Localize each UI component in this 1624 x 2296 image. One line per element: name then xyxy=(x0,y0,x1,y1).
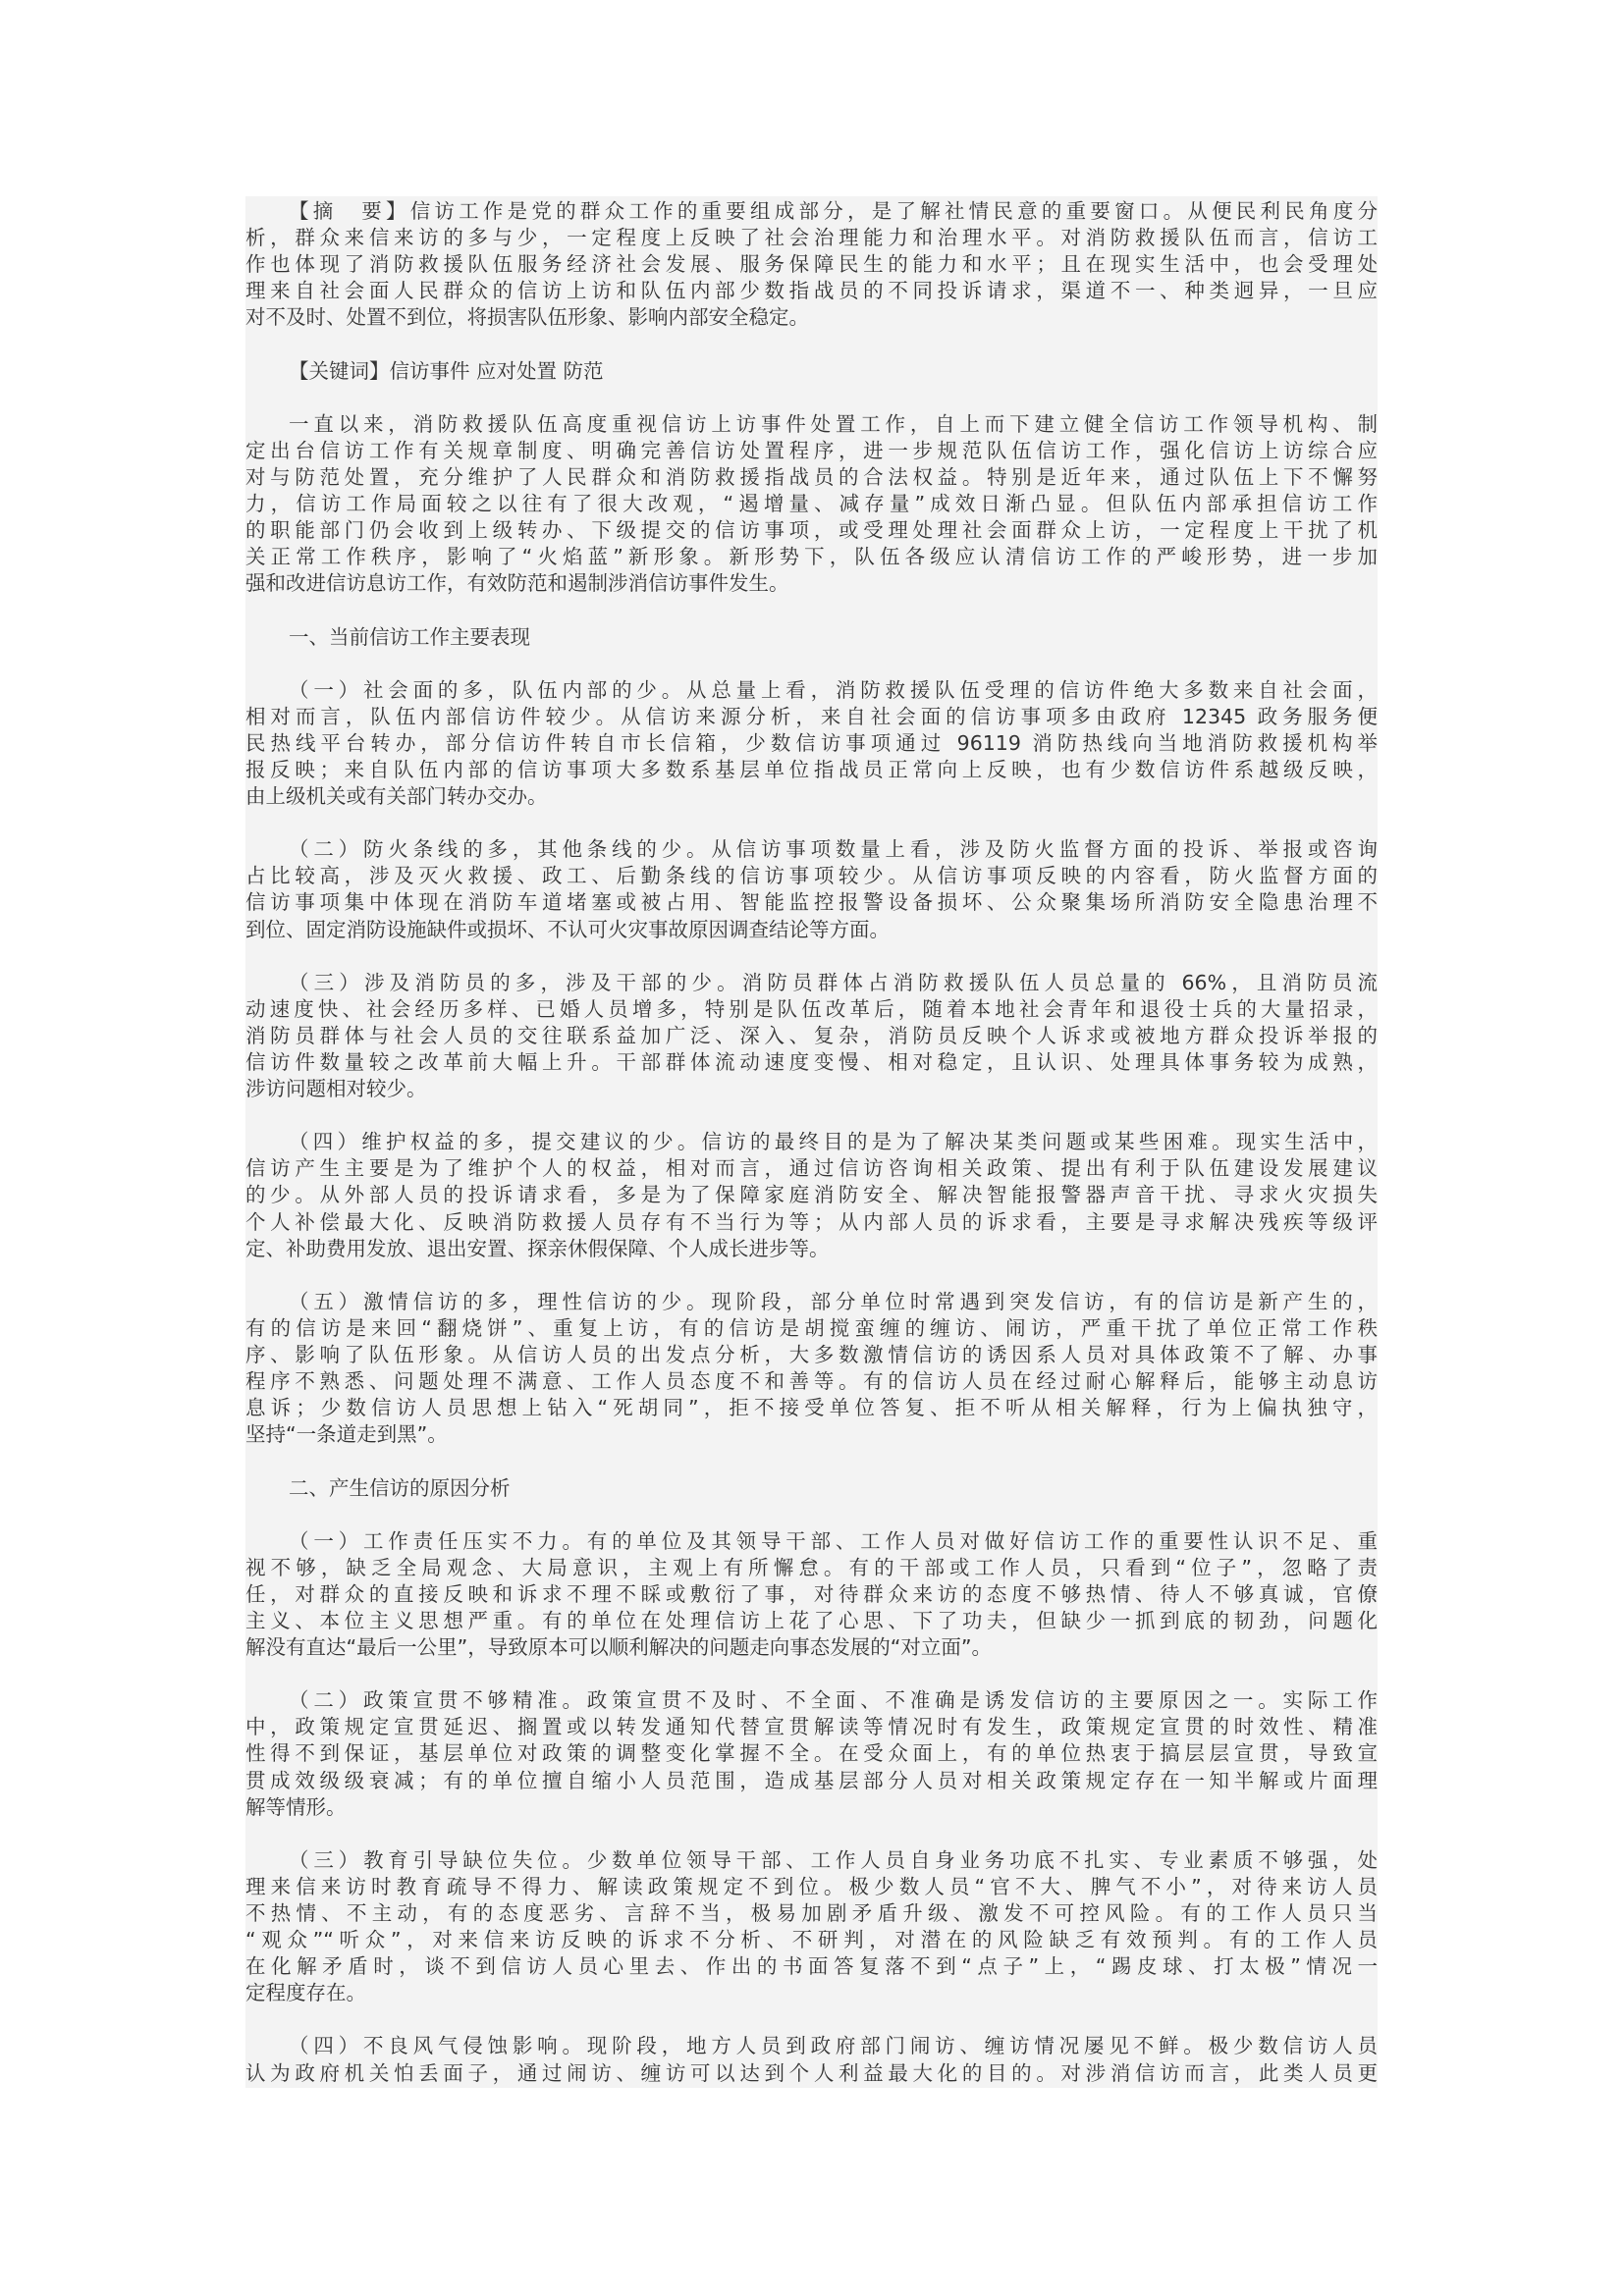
section2-item-3 xyxy=(245,1847,1378,2007)
section2-item-2-line: 中，政策规定宣贯延迟、搁置或以转发通知代替宣贯解读等情况时有发生，政策规定宣贯的时效性、精准 xyxy=(245,1715,1378,1739)
section2-item-4-line: 认为政府机关怕丢面子，通过闹访、缠访可以达到个人利益最大化的目的。对涉消信访而言，此类人员更 xyxy=(245,2060,1378,2085)
abstract-paragraph-line: 析，群众来信来访的多与少，一定程度上反映了社会治理能力和治理水平。对消防救援队伍而言，信访工 xyxy=(245,226,1378,250)
section1-item-4-line: 定、补助费用发放、退出安置、探亲休假保障、个人成长进步等。 xyxy=(245,1236,830,1260)
abstract-paragraph-line: 作也体现了消防救援队伍服务经济社会发展、服务保障民生的能力和水平；且在现实生活中，也会受理处 xyxy=(245,252,1378,277)
section1-item-5-line: （五）激情信访的多，理性信访的少。现阶段，部分单位时常遇到突发信访，有的信访是新产生的， xyxy=(289,1289,1378,1313)
section2-item-3-line: “观众”“听众”，对来信来访反映的诉求不分析、不研判，对潜在的风险缺乏有效预判。有的工作人员 xyxy=(245,1928,1378,1952)
section1-item-5-line: 序、影响了队伍形象。从信访人员的出发点分析，大多数激情信访的诱因系人员对具体政策不了解、办事 xyxy=(245,1343,1378,1367)
section2-item-3-line: 定程度存在。 xyxy=(245,1981,366,2005)
section2-item-2-line: 性得不到保证，基层单位对政策的调整变化掌握不全。在受众面上，有的单位热衷于搞层层宣贯，导致宣 xyxy=(245,1741,1378,1766)
section1-item-5-line: 程序不熟悉、问题处理不满意、工作人员态度不和善等。有的信访人员在经过耐心解释后，能够主动息访 xyxy=(245,1369,1378,1394)
section2-item-4 xyxy=(245,2033,1378,2086)
intro-paragraph-line: 一直以来，消防救援队伍高度重视信访上访事件处置工作，自上而下建立健全信访工作领导机构、制 xyxy=(289,411,1378,436)
section2-item-1-line: 视不够，缺乏全局观念、大局意识，主观上有所懈怠。有的干部或工作人员，只看到“位子”，忽略了责 xyxy=(245,1555,1378,1579)
section2-item-1-line: 任，对群众的直接反映和诉求不理不睬或敷衍了事，对待群众来访的态度不够热情、待人不够真诚，官僚 xyxy=(245,1581,1378,1606)
section-heading-1 xyxy=(245,624,1378,651)
abstract-paragraph xyxy=(245,198,1378,331)
section2-item-1 xyxy=(245,1528,1378,1661)
section-heading-text: 一、当前信访工作主要表现 xyxy=(289,624,530,649)
intro-paragraph-line: 力，信访工作局面较之以往有了很大改观，“遏增量、减存量”成效日渐凸显。但队伍内部承担信访工作 xyxy=(245,492,1378,516)
keywords-paragraph-line: 【关键词】信访事件 应对处置 防范 xyxy=(289,358,604,383)
section1-item-3-line: 信访件数量较之改革前大幅上升。干部群体流动速度变慢、相对稳定，且认识、处理具体事务较为成熟， xyxy=(245,1050,1378,1074)
section1-item-3-line: 动速度快、社会经历多样、已婚人员增多，特别是队伍改革后，随着本地社会青年和退役士兵的大量招录， xyxy=(245,996,1378,1021)
abstract-paragraph-line: 理来自社会面人民群众的信访上访和队伍内部少数指战员的不同投诉请求，渠道不一、种类迥异，一旦应 xyxy=(245,279,1378,303)
section1-item-1 xyxy=(245,677,1378,810)
abstract-paragraph-line: 【摘 要】信访工作是党的群众工作的重要组成部分，是了解社情民意的重要窗口。从便民利民角度分 xyxy=(289,199,1378,223)
section2-item-2-line: 贯成效级级衰减；有的单位擅自缩小人员范围，造成基层部分人员对相关政策规定存在一知半解或片面理 xyxy=(245,1768,1378,1792)
document-page xyxy=(245,196,1378,2088)
section2-item-2-line: （二）政策宣贯不够精准。政策宣贯不及时、不全面、不准确是诱发信访的主要原因之一。实际工作 xyxy=(289,1688,1378,1713)
intro-paragraph-line: 关正常工作秩序，影响了“火焰蓝”新形象。新形势下，队伍各级应认清信访工作的严峻形势，进一步加 xyxy=(245,545,1378,569)
section1-item-3-line: 涉访问题相对较少。 xyxy=(245,1077,427,1101)
section1-item-2 xyxy=(245,836,1378,942)
section1-item-4-line: 信访产生主要是为了维护个人的权益，相对而言，通过信访咨询相关政策、提出有利于队伍建设发展建议 xyxy=(245,1156,1378,1181)
document-body xyxy=(245,198,1378,2113)
section-heading-text: 二、产生信访的原因分析 xyxy=(289,1475,511,1500)
section2-item-1-line: （一）工作责任压实不力。有的单位及其领导干部、工作人员对做好信访工作的重要性认识不足、重 xyxy=(289,1528,1378,1553)
section2-item-2 xyxy=(245,1687,1378,1820)
section1-item-2-line: 信访事项集中体现在消防车道堵塞或被占用、智能监控报警设备损坏、公众聚集场所消防安全隐患治理不 xyxy=(245,890,1378,915)
section1-item-5 xyxy=(245,1289,1378,1449)
section1-item-3 xyxy=(245,970,1378,1102)
section1-item-3-line: （三）涉及消防员的多，涉及干部的少。消防员群体占消防救援队伍人员总量的 66%，且消防员流 xyxy=(289,970,1378,994)
section1-item-1-line: 相对而言，队伍内部信访件较少。从信访来源分析，来自社会面的信访事项多由政府 12345 政务服务便 xyxy=(245,704,1378,728)
abstract-paragraph-line: 对不及时、处置不到位，将损害队伍形象、影响内部安全稳定。 xyxy=(245,305,809,330)
section1-item-1-line: 民热线平台转办，部分信访件转自市长信箱，少数信访事项通过 96119 消防热线向当地消防救援机构举 xyxy=(245,730,1378,755)
section1-item-5-line: 坚持“一条道走到黑”。 xyxy=(245,1422,448,1447)
section2-item-2-line: 解等情形。 xyxy=(245,1794,347,1819)
section1-item-4 xyxy=(245,1129,1378,1261)
intro-paragraph xyxy=(245,411,1378,598)
section1-item-4-line: 的少。从外部人员的投诉请求看，多是为了保障家庭消防安全、解决智能报警器声音干扰、寻求火灾损失 xyxy=(245,1183,1378,1207)
section1-item-1-line: （一）社会面的多，队伍内部的少。从总量上看，消防救援队伍受理的信访件绝大多数来自社会面， xyxy=(289,677,1378,702)
section2-item-1-line: 解没有直达“最后一公里”，导致原本可以顺利解决的问题走向事态发展的“对立面”。 xyxy=(245,1635,992,1660)
intro-paragraph-line: 的职能部门仍会收到上级转办、下级提交的信访事项，或受理处理社会面群众上访，一定程度上干扰了机 xyxy=(245,518,1378,543)
intro-paragraph-line: 强和改进信访息访工作，有效防范和遏制涉消信访事件发生。 xyxy=(245,571,789,596)
keywords-paragraph xyxy=(245,358,1378,385)
section1-item-5-line: 有的信访是来回“翻烧饼”、重复上访，有的信访是胡搅蛮缠的缠访、闹访，严重干扰了单位正常工作秩 xyxy=(245,1315,1378,1340)
section1-item-4-line: 个人补偿最大化、反映消防救援人员存有不当行为等；从内部人员的诉求看，主要是寻求解决残疾等级评 xyxy=(245,1209,1378,1234)
section1-item-2-line: （二）防火条线的多，其他条线的少。从信访事项数量上看，涉及防火监督方面的投诉、举报或咨询 xyxy=(289,837,1378,862)
intro-paragraph-line: 定出台信访工作有关规章制度、明确完善信访处置程序，进一步规范队伍信访工作，强化信访上访综合应 xyxy=(245,438,1378,462)
section2-item-3-line: 理来信来访时教育疏导不得力、解读政策规定不到位。极少数人员“官不大、脾气不小”，对待来访人员 xyxy=(245,1874,1378,1898)
section1-item-2-line: 到位、固定消防设施缺件或损坏、不认可火灾事故原因调查结论等方面。 xyxy=(245,917,890,941)
section1-item-2-line: 占比较高，涉及灭火救援、政工、后勤条线的信访事项较少。从信访事项反映的内容看，防火监督方面的 xyxy=(245,864,1378,888)
intro-paragraph-line: 对与防范处置，充分维护了人民群众和消防救援指战员的合法权益。特别是近年来，通过队伍上下不懈努 xyxy=(245,464,1378,489)
section1-item-1-line: 报反映；来自队伍内部的信访事项大多数系基层单位指战员正常向上反映，也有少数信访件系越级反映， xyxy=(245,757,1378,781)
section1-item-4-line: （四）维护权益的多，提交建议的少。信访的最终目的是为了解决某类问题或某些困难。现实生活中， xyxy=(289,1130,1378,1154)
section1-item-5-line: 息诉；少数信访人员思想上钻入“死胡同”，拒不接受单位答复、拒不听从相关解释，行为上偏执独守， xyxy=(245,1396,1378,1420)
section2-item-1-line: 主义、本位主义思想严重。有的单位在处理信访上花了心思、下了功夫，但缺少一抓到底的韧劲，问题化 xyxy=(245,1608,1378,1632)
section2-item-3-line: 不热情、不主动，有的态度恶劣、言辞不当，极易加剧矛盾升级、激发不可控风险。有的工作人员只当 xyxy=(245,1901,1378,1925)
section1-item-1-line: 由上级机关或有关部门转办交办。 xyxy=(245,784,548,809)
section2-item-4-line: （四）不良风气侵蚀影响。现阶段，地方人员到政府部门闹访、缠访情况屡见不鲜。极少数信访人员 xyxy=(289,2034,1378,2058)
section-heading-2 xyxy=(245,1475,1378,1502)
section2-item-3-line: （三）教育引导缺位失位。少数单位领导干部、工作人员自身业务功底不扎实、专业素质不够强，处 xyxy=(289,1847,1378,1872)
section1-item-3-line: 消防员群体与社会人员的交往联系益加广泛、深入、复杂，消防员反映个人诉求或被地方群众投诉举报的 xyxy=(245,1023,1378,1047)
section2-item-3-line: 在化解矛盾时，谈不到信访人员心里去、作出的书面答复落不到“点子”上，“踢皮球、打太极”情况一 xyxy=(245,1954,1378,1979)
